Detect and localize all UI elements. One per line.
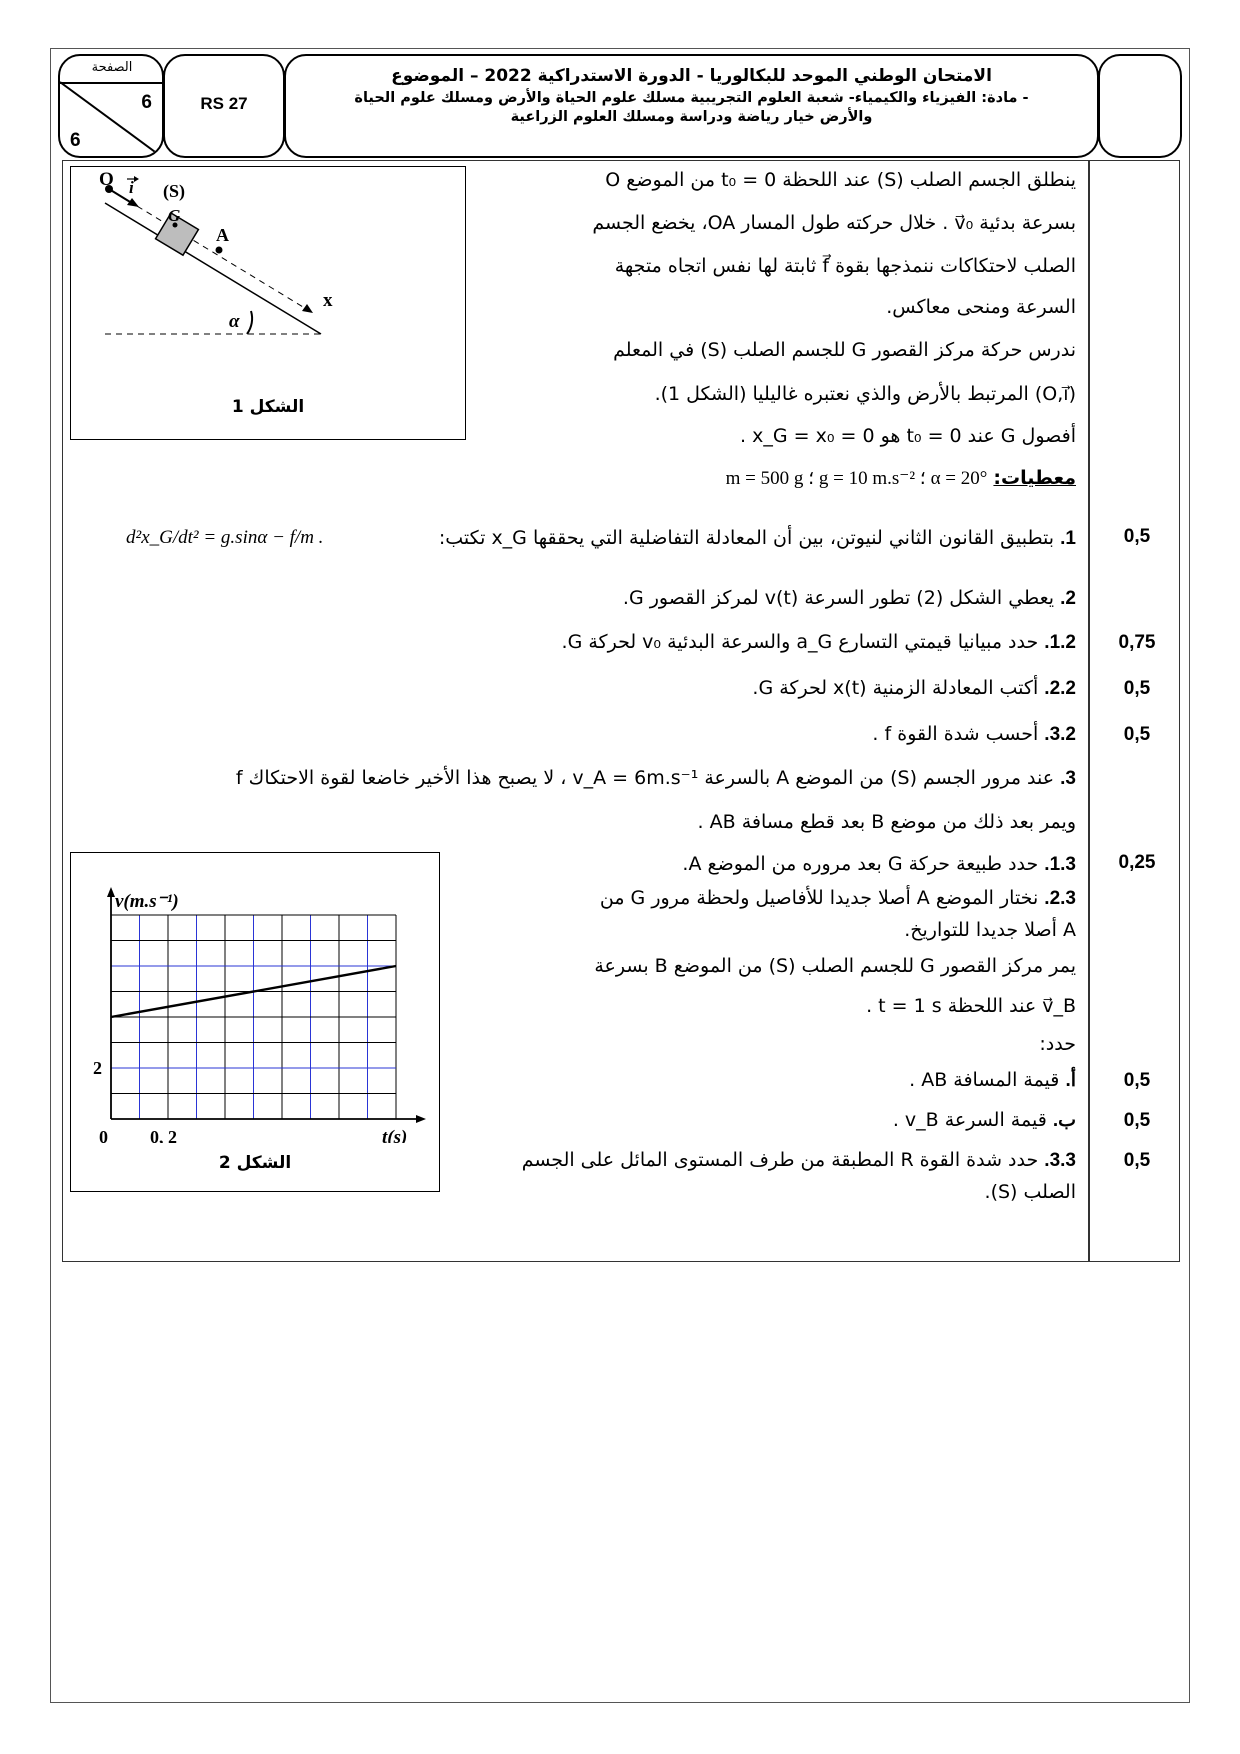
title-line-2: - مادة: الفيزياء والكيمياء- شعبة العلوم التجريبية مسلك علوم الحياة والأرض ومسلك علوم الحياة: [354, 90, 1029, 106]
x-tick-label: 0, 2: [150, 1127, 177, 1143]
page-current: 6: [141, 92, 152, 113]
points-q2-1: 0,75: [1118, 632, 1156, 653]
points-q3-1: 0,25: [1118, 852, 1156, 873]
given-data: [726, 466, 1076, 491]
label-i: i: [129, 178, 134, 197]
page-label: الصفحة: [60, 56, 164, 84]
label-S: (S): [163, 181, 185, 201]
x-axis-label: t(s): [382, 1127, 408, 1143]
question-2-2: 2.2. أكتب المعادلة الزمنية x(t) لحركة G.: [752, 677, 1076, 699]
exam-code-box: [163, 54, 285, 158]
x-axis-arrow: [416, 1115, 426, 1123]
points-column-divider: [1088, 160, 1090, 1262]
point-A: [216, 247, 223, 254]
question-2: 2. يعطي الشكل (2) تطور السرعة v(t) لمركز القصور G.: [622, 587, 1076, 609]
unit-vector-arrow: [127, 198, 139, 207]
points-q3-2-b: 0,5: [1123, 1110, 1151, 1131]
question-3-2-b: ب. قيمة السرعة v_B .: [892, 1109, 1076, 1131]
intro-line-7: أفصول G عند t₀ = 0 هو x_G = x₀ = 0 .: [740, 425, 1076, 447]
points-q2-3: 0,5: [1123, 724, 1151, 745]
question-3: 3. عند مرور الجسم (S) من الموضع A بالسرعة v_A = 6m.s⁻¹ ، لا يصبح هذا الأخير خاضعا لقوة الاحتكاك f: [235, 767, 1076, 789]
question-3-3: 3.3. حدد شدة القوة R المطبقة من طرف المستوى المائل على الجسم: [521, 1149, 1076, 1171]
incline-surface: [105, 203, 321, 334]
intro-line-3: الصلب لاحتكاكات ننمذجها بقوة f⃗ ثابتة لها نفس اتجاه متجهة: [614, 255, 1076, 277]
figure-1: [70, 166, 466, 440]
page-total: 6: [70, 130, 81, 151]
given-label: معطيات:: [993, 467, 1076, 489]
points-q3-3: 0,5: [1123, 1150, 1151, 1171]
question-1-formula: d²x_G/dt² = g.sinα − f/m .: [126, 527, 324, 548]
question-1: 1. بتطبيق القانون الثاني لنيوتن، بين أن المعادلة التفاضلية التي يحققها x_G تكتب:: [438, 527, 1076, 549]
page-number-box: [58, 54, 164, 158]
y-axis-label: v(m.s⁻¹): [115, 891, 179, 912]
figure-2: [70, 852, 440, 1192]
question-3-line-2: ويمر بعد ذلك من موضع B بعد قطع مسافة AB .: [697, 811, 1076, 833]
x-axis-arrow: [302, 304, 313, 313]
figure-2-caption: الشكل 2: [218, 1153, 292, 1173]
label-alpha: α: [229, 311, 240, 332]
label-A: A: [216, 225, 229, 245]
points-q3-2-a: 0,5: [1123, 1070, 1151, 1091]
exam-code: RS 27: [200, 94, 248, 113]
points-q1: 0,5: [1123, 526, 1151, 547]
intro-line-2: بسرعة بدئية v⃗₀ . خلال حركته طول المسار OA، يخضع الجسم: [592, 212, 1076, 234]
question-3-2-line-3: يمر مركز القصور G للجسم الصلب (S) من الموضع B بسرعة: [594, 955, 1076, 977]
title-line-1: الامتحان الوطني الموحد للبكالوريا - الدورة الاستدراكية 2022 – الموضوع: [391, 66, 992, 86]
question-3-2-line-4: v⃗_B عند اللحظة t = 1 s .: [866, 995, 1076, 1017]
question-3-2-a: أ. قيمة المسافة AB .: [909, 1069, 1076, 1091]
question-3-2-line-2: A أصلا جديدا للتواريخ.: [904, 919, 1076, 941]
exam-title-box: [284, 54, 1099, 158]
x-axis-line: [109, 189, 313, 313]
angle-arc: [247, 311, 252, 334]
intro-line-6: (O,i⃗) المرتبط بالأرض والذي نعتبره غاليليا (الشكل 1).: [654, 383, 1076, 405]
question-2-1: 1.2. حدد مبيانيا قيمتي التسارع a_G والسرعة البدئية v₀ لحركة G.: [561, 631, 1076, 653]
label-O: O: [99, 169, 114, 190]
y-tick-label: 2: [93, 1058, 102, 1078]
question-3-2: 2.3. نختار الموضع A أصلا جديدا للأفاصيل ولحظة مرور G من: [599, 887, 1076, 909]
intro-line-1: ينطلق الجسم الصلب (S) عند اللحظة t₀ = 0 من الموضع O: [605, 169, 1076, 191]
given-values: α = 20° ؛ g = 10 m.s⁻² ؛ m = 500 g: [725, 468, 988, 489]
title-line-3: والأرض خيار رياضة ودراسة ومسلك العلوم الزراعية: [510, 109, 873, 125]
question-2-3: 3.2. أحسب شدة القوة f .: [872, 723, 1076, 745]
points-q2-2: 0,5: [1123, 678, 1151, 699]
intro-line-5: ندرس حركة مركز القصور G للجسم الصلب (S) في المعلم: [613, 339, 1076, 361]
velocity-chart: [71, 853, 439, 1143]
figure-1-caption: الشكل 1: [231, 397, 305, 417]
label-G: G: [168, 206, 181, 225]
question-3-1: 1.3. حدد طبيعة حركة G بعد مروره من الموضع A.: [682, 853, 1076, 875]
intro-line-4: السرعة ومنحى معاكس.: [886, 296, 1076, 318]
origin-label: 0: [99, 1127, 108, 1143]
header-blank-box: [1098, 54, 1182, 158]
question-3-2-line-5: حدد:: [1039, 1033, 1076, 1055]
question-3-3-line-2: الصلب (S).: [984, 1181, 1076, 1203]
label-x: x: [323, 290, 333, 311]
y-axis-arrow: [107, 887, 115, 897]
